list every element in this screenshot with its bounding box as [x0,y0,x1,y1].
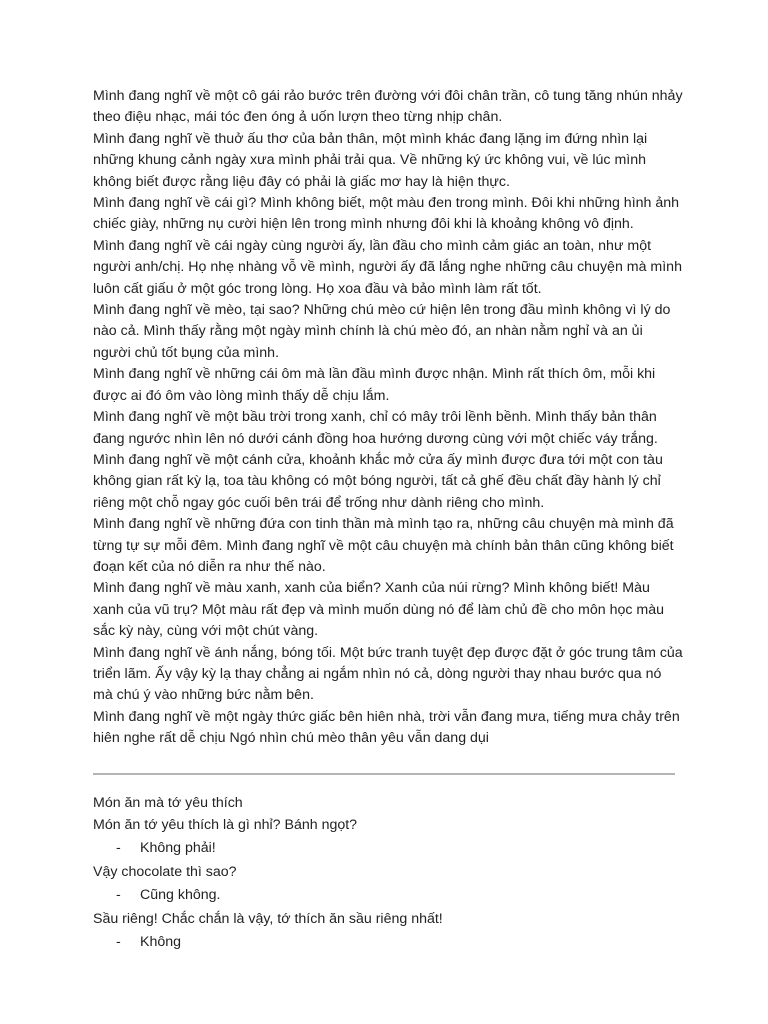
paragraph: Mình đang nghĩ về ánh nắng, bóng tối. Một bức tranh tuyệt đẹp được đặt ở góc trung tâm của triển lãm. Ấy vậy kỳ lạ thay chẳng ai ngắm nhìn nó cả, dòng người thay nhau bước qua nó mà chú ý vào những bức nằm bên. [93,644,683,704]
paragraph: Mình đang nghĩ về mèo, tại sao? Những chú mèo cứ hiện lên trong đầu mình không vì lý do nào cả. Mình thấy rằng một ngày mình chính là chú mèo đó, an nhàn nằm nghỉ và an ủi người chủ tốt bụng của mình. [93,302,671,361]
dash-bullet: - [116,839,121,856]
food-section [93,792,683,953]
answer-item [93,931,683,953]
answer-text: Cũng không. [140,886,221,903]
dash-bullet: - [116,886,121,903]
question-line: Sầu riêng! Chắc chắn là vậy, tớ thích ăn sầu riêng nhất! [93,910,443,927]
paragraph-block [93,86,683,750]
paragraph: Mình đang nghĩ về một bầu trời trong xanh, chỉ có mây trôi lềnh bềnh. Mình thấy bản thân đang ngước nhìn lên nó dưới cánh đồng hoa hướng dương cùng với một chiếc váy trắng. [93,409,658,447]
answer-item [93,837,683,859]
answer-text: Không phải! [140,839,216,856]
paragraph: Mình đang nghĩ về những đứa con tinh thần mà mình tạo ra, những câu chuyện mà mình đã từng tự sự mỗi đêm. Mình đang nghĩ về một câu chuyện mà chính bản thân cũng không biết đoạn kết của nó diễn ra như thế nào. [93,516,674,575]
answer-text: Không [140,933,182,950]
paragraph: Mình đang nghĩ về một cô gái rảo bước trên đường với đôi chân trần, cô tung tăng nhún nhảy theo điệu nhạc, mái tóc đen óng ả uốn lượn theo từng nhịp chân. [93,88,683,126]
section-heading: Món ăn mà tớ yêu thích [93,794,243,811]
paragraph: Mình đang nghĩ về một cánh cửa, khoảnh khắc mở cửa ấy mình được đưa tới một con tàu không gian rất kỳ lạ, toa tàu không có một bóng người, tất cả ghế đều chất đầy hành lý chỉ riêng một chỗ ngay góc cuối bên trái để trống như dành riêng cho mình. [93,451,663,511]
paragraph: Mình đang nghĩ về thuở ấu thơ của bản thân, một mình khác đang lặng im đứng nhìn lại những khung cảnh ngày xưa mình phải trải qua. Về những ký ức không vui, về lúc mình không biết được rằng liệu đây có phải là giấc mơ hay là hiện thực. [93,130,648,190]
paragraph: Mình đang nghĩ về những cái ôm mà lần đầu mình được nhận. Mình rất thích ôm, mỗi khi được ai đó ôm vào lòng mình thấy dễ chịu lắm. [93,366,656,404]
paragraph: Mình đang nghĩ về cái ngày cùng người ấy, lần đầu cho mình cảm giác an toàn, như một người anh/chị. Họ nhẹ nhàng vỗ về mình, người ấy đã lắng nghe những câu chuyện mà mình luôn cất giấu ở một góc trong lòng. Họ xoa đầu và bảo mình làm rất tốt. [93,237,682,297]
question-line: Vậy chocolate thì sao? [93,863,237,880]
paragraph: Mình đang nghĩ về một ngày thức giấc bên hiên nhà, trời vẫn đang mưa, tiếng mưa chảy trên hiên nghe rất dễ chịu Ngó nhìn chú mèo thân yêu vẫn dang dụi [93,708,680,747]
document-page [93,86,683,955]
question-line: Món ăn tớ yêu thích là gì nhỉ? Bánh ngọt? [93,816,358,833]
horizontal-divider [93,773,675,775]
answer-item [93,884,683,906]
paragraph: Mình đang nghĩ về cái gì? Mình không biết, một màu đen trong mình. Đôi khi những hình ảnh chiếc giày, những nụ cười hiện lên trong mình nhưng đôi khi là khoảng không vô định. [93,195,680,233]
dash-bullet: - [116,933,121,950]
paragraph: Mình đang nghĩ về màu xanh, xanh của biển? Xanh của núi rừng? Mình không biết! Màu xanh của vũ trụ? Một màu rất đẹp và mình muốn dùng nó để làm chủ đề cho môn học màu sắc kỳ này, cùng với một chút vàng. [93,580,664,640]
